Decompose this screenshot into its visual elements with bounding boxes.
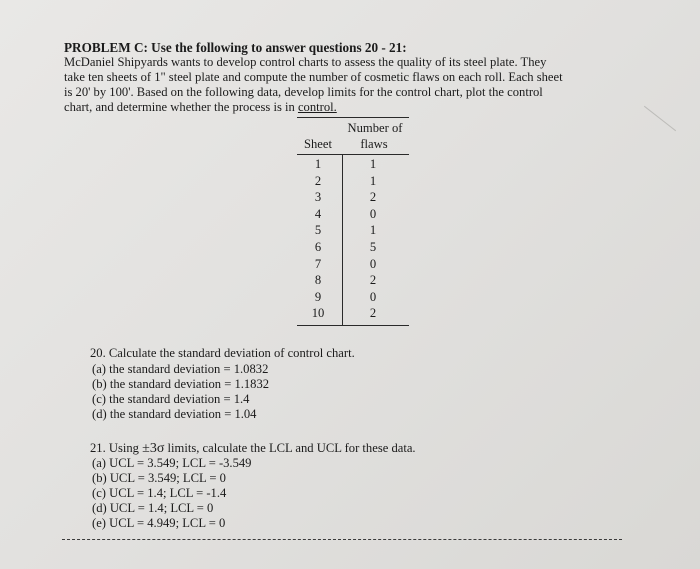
sheet-cell: 8 <box>314 273 322 288</box>
table-row <box>297 223 409 240</box>
paper-mark <box>644 106 676 131</box>
table-row <box>297 240 409 257</box>
sheet-cell: 2 <box>314 173 322 188</box>
flaws-cell: 2 <box>369 273 377 288</box>
sheet-cell: 4 <box>314 206 322 221</box>
q20-option-a: (a) the standard deviation = 1.0832 <box>92 362 269 376</box>
flaws-cell: 2 <box>369 306 377 321</box>
sigma-symbol: ±3σ <box>142 441 165 456</box>
q21-option-c: (c) UCL = 1.4; LCL = -1.4 <box>92 486 227 500</box>
sheet-cell: 10 <box>311 306 325 321</box>
q20-option-d: (d) the standard deviation = 1.04 <box>92 407 257 421</box>
table-row <box>297 190 409 207</box>
table-header-flaws-line1: Number of <box>347 121 403 135</box>
dashed-separator <box>62 539 622 540</box>
sheet-cell: 3 <box>314 190 322 205</box>
table-bottom-rule <box>297 325 409 326</box>
problem-text-line-2: take ten sheets of 1" steel plate and compute the number of cosmetic flaws on each roll. Each sheet <box>64 70 563 84</box>
table-header-flaws-line2: flaws <box>360 137 388 151</box>
q21-option-b: (b) UCL = 3.549; LCL = 0 <box>92 471 226 485</box>
table-header-sheet: Sheet <box>304 137 332 151</box>
flaws-cell: 1 <box>369 157 377 171</box>
problem-text-line-3: is 20' by 100'. Based on the following data, develop limits for the control chart, plot the control <box>64 85 543 99</box>
table-row <box>297 306 409 323</box>
question-21 <box>90 441 416 456</box>
sheet-cell: 7 <box>314 256 322 271</box>
problem-text-line-4-prefix: chart, and determine whether the process is in <box>64 100 298 114</box>
table-row <box>297 273 409 290</box>
flaws-cell: 1 <box>369 223 377 238</box>
sheet-cell: 6 <box>314 239 322 254</box>
table-body <box>297 157 409 323</box>
sheet-cell: 5 <box>314 223 322 238</box>
q21-option-d: (d) UCL = 1.4; LCL = 0 <box>92 501 214 515</box>
table-top-rule <box>297 117 409 118</box>
table-row <box>297 207 409 224</box>
sheet-cell: 9 <box>314 289 322 304</box>
table-header-rule <box>297 154 409 155</box>
q21-option-e: (e) UCL = 4.949; LCL = 0 <box>92 516 226 530</box>
question-21-suffix: limits, calculate the LCL and UCL for these data. <box>164 441 416 455</box>
problem-text-line-1: McDaniel Shipyards wants to develop control charts to assess the quality of its steel plate. They <box>64 55 547 69</box>
q20-option-b: (b) the standard deviation = 1.1832 <box>92 377 270 391</box>
flaws-cell: 0 <box>369 289 377 304</box>
flaws-cell: 0 <box>369 206 377 221</box>
flaws-cell: 1 <box>369 173 377 188</box>
flaws-cell: 0 <box>369 256 377 271</box>
sheet-cell: 1 <box>314 157 322 171</box>
q21-option-a: (a) UCL = 3.549; LCL = -3.549 <box>92 456 252 470</box>
table-row <box>297 290 409 307</box>
table-row <box>297 157 409 174</box>
table-row <box>297 174 409 191</box>
q20-option-c: (c) the standard deviation = 1.4 <box>92 392 250 406</box>
flaws-cell: 5 <box>369 239 377 254</box>
problem-title: PROBLEM C: Use the following to answer questions 20 - 21: <box>64 40 407 55</box>
table-row <box>297 257 409 274</box>
flaws-cell: 2 <box>369 190 377 205</box>
problem-text-underlined-word: control. <box>297 100 337 114</box>
question-21-prefix: 21. Using <box>90 441 143 455</box>
problem-text-line-4 <box>64 100 337 115</box>
question-20: 20. Calculate the standard deviation of control chart. <box>90 346 355 360</box>
